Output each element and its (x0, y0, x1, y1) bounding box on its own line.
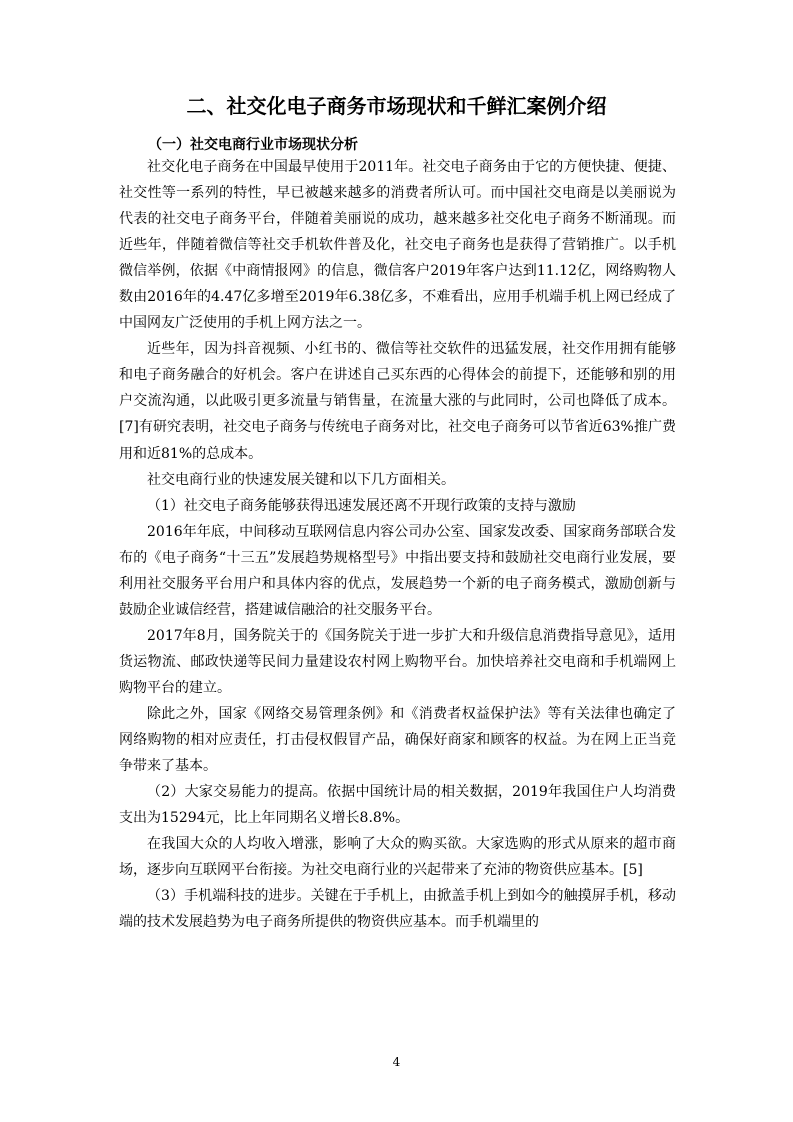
section-heading: （一）社交电商行业市场现状分析 (148, 137, 358, 153)
page-number: 4 (392, 1055, 401, 1069)
paragraph: 2017年8月，国务院关于的《国务院关于进一步扩大和升级信息消费指导意见》，适用货运物流、邮政快递等民间力量建设农村网上购物平台。加快培养社交电商和手机端网上购物平台的建立。 (119, 627, 676, 696)
paragraph: 社交化电子商务在中国最早使用于2011年。社交电子商务由于它的方便快捷、便捷、社交性等一系列的特性，早已被越来越多的消费者所认可。而中国社交电商是以美丽说为代表的社交电子商务平台，伴随着美丽说的成功，越来越多社交化电子商务不断涌现。而近些年，伴随着微信等社交手机软件普及化，社交电子商务也是获得了营销推广。以手机微信举例，依据《中商情报网》的信息，微信客户2019年客户达到11.12亿，网络购物人数由2016年的4.47亿多增至2019年6.38亿多，不难看出，应用手机端手机上网已经成了中国网友广泛使用的手机上网方法之一。 (119, 159, 676, 332)
chapter-title: 二、社交化电子商务市场现状和千鲜汇案例介绍 (186, 94, 607, 118)
paragraph: 近些年，因为抖音视频、小红书的、微信等社交软件的迅猛发展，社交作用拥有能够和电子商务融合的好机会。客户在讲述自己买东西的心得体会的前提下，还能够和别的用户交流沟通，以此吸引更多流量与销售量，在流量大涨的与此同时，公司也降低了成本。[7]有研究表明，社交电子商务与传统电子商务对比，社交电子商务可以节省近63%推广费用和近81%的总成本。 (119, 341, 676, 462)
paragraph: 社交电商行业的快速发展关键和以下几方面相关。 (147, 471, 455, 488)
paragraph: 2016年年底，中间移动互联网信息内容公司办公室、国家发改委、国家商务部联合发布的《电子商务“十三五”发展趋势规格型号》中指出要支持和鼓励社交电商行业发展，要利用社交服务平台用户和具体内容的优点，发展趋势一个新的电子商务模式，激励创新与鼓励企业诚信经营，搭建诚信融洽的社交服务平台。 (119, 523, 676, 618)
paragraph: （3）手机端科技的进步。关键在于手机上，由掀盖手机上到如今的触摸屏手机，移动端的技术发展趋势为电子商务所提供的物资供应基本。而手机端里的 (119, 888, 676, 931)
paragraph: （2）大家交易能力的提高。依据中国统计局的相关数据，2019年我国住户人均消费支出为15294元，比上年同期名义增长8.8%。 (119, 784, 676, 827)
paragraph: 除此之外，国家《网络交易管理条例》和《消费者权益保护法》等有关法律也确定了网络购物的相对应责任，打击侵权假冒产品，确保好商家和顾客的权益。为在网上正当竞争带来了基本。 (119, 705, 676, 775)
body-text (119, 154, 676, 935)
paragraph: （1）社交电子商务能够获得迅速发展还离不开现行政策的支持与激励 (147, 497, 576, 514)
paragraph: 在我国大众的人均收入增涨，影响了大众的购买欲。大家选购的形式从原来的超市商场，逐步向互联网平台衔接。为社交电商行业的兴起带来了充沛的物资供应基本。[5] (119, 836, 676, 879)
